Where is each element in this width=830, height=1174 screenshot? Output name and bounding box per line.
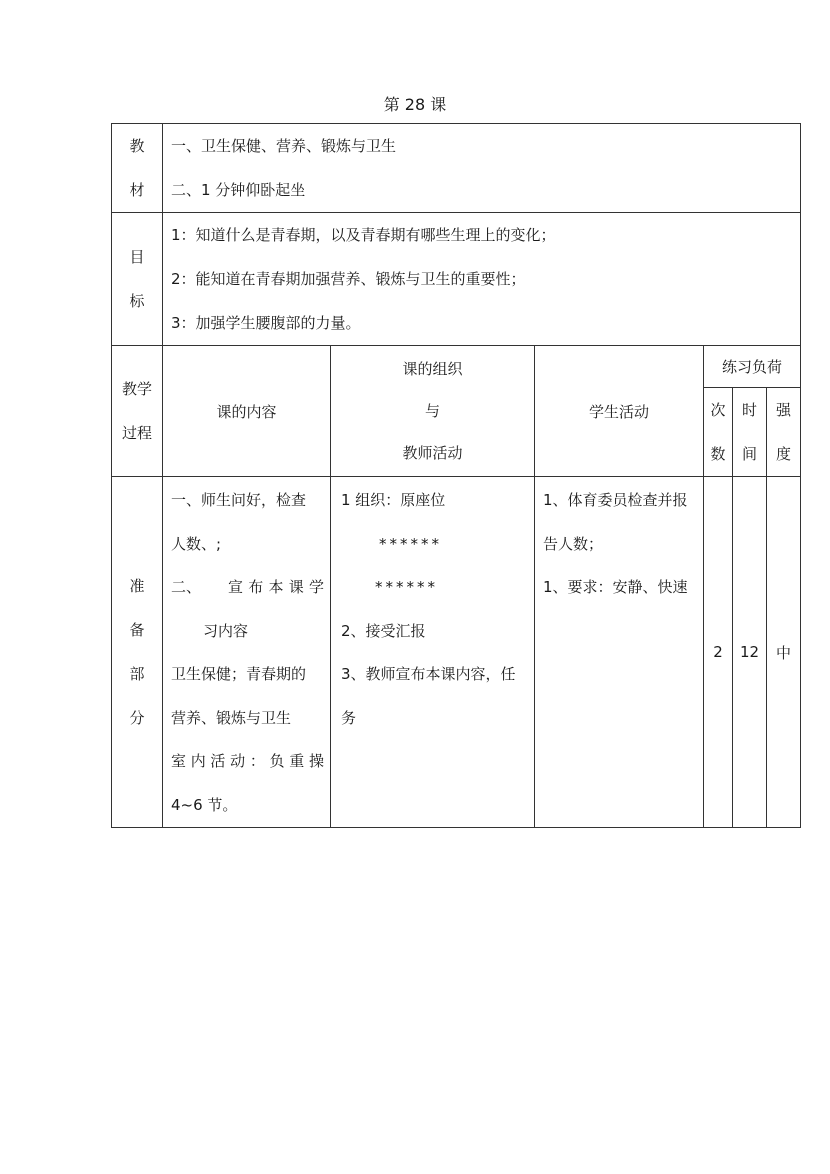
prep-time: 12	[733, 477, 767, 828]
materials-item: 二、1 分钟仰卧起坐	[171, 181, 306, 199]
content-header: 课的内容	[163, 346, 331, 477]
prep-content-line: 一、师生问好，检查	[171, 491, 307, 509]
materials-row	[112, 124, 801, 213]
prep-org	[331, 477, 535, 828]
materials-item: 一、卫生保健、营养、锻炼与卫生	[171, 137, 397, 155]
prep-content-line: 营养、锻炼与卫生	[171, 708, 292, 727]
count-header: 次 数	[704, 388, 733, 477]
lesson-table	[111, 123, 801, 828]
prep-content-line: 室内活动：负重操	[171, 752, 324, 770]
materials-content	[163, 124, 801, 213]
prep-content-line: 二、 宣布本课学	[171, 578, 324, 596]
org-line: ******	[379, 534, 442, 553]
prep-content-line: 习内容	[203, 621, 249, 640]
goals-row	[112, 213, 801, 346]
materials-label: 教 材	[112, 124, 163, 213]
org-line: 3、教师宣布本课内容，任	[341, 665, 516, 683]
time-header: 时 间	[733, 388, 767, 477]
student-line: 告人数；	[543, 534, 604, 553]
goals-label: 目 标	[112, 213, 163, 346]
student-line: 1、体育委员检查并报	[543, 491, 688, 509]
page-title: 第 28 课	[383, 95, 447, 114]
prep-content-line: 卫生保健；青春期的	[171, 665, 307, 683]
prep-count: 2	[704, 477, 733, 828]
goal-item: 3：加强学生腰腹部的力量。	[171, 314, 361, 332]
student-line: 1、要求：安静、快速	[543, 578, 688, 596]
prep-content-line: 人数、;	[171, 534, 222, 553]
org-line: 务	[341, 708, 357, 727]
intensity-header: 强 度	[767, 388, 801, 477]
header-row	[112, 346, 801, 388]
watermark: ​	[260, 342, 340, 457]
prep-intensity: 中	[767, 477, 801, 828]
prep-row	[112, 477, 801, 828]
goals-content	[163, 213, 801, 346]
prep-label: 准 备 部 分	[112, 477, 163, 828]
org-line: 2、接受汇报	[341, 621, 426, 640]
prep-content	[163, 477, 331, 828]
prep-content-line: 4~6 节。	[171, 795, 238, 814]
student-header: 学生活动	[535, 346, 704, 477]
org-line: 1 组织：原座位	[341, 491, 446, 509]
org-line: ******	[375, 578, 438, 596]
process-header: 教学 过程	[112, 346, 163, 477]
prep-student	[535, 477, 704, 828]
goal-item: 2：能知道在青春期加强营养、锻炼与卫生的重要性；	[171, 270, 526, 288]
org-header: 课的组织 与 教师活动	[331, 346, 535, 477]
goal-item: 1：知道什么是青春期，以及青春期有哪些生理上的变化；	[171, 226, 556, 244]
load-header: 练习负荷	[704, 346, 801, 388]
